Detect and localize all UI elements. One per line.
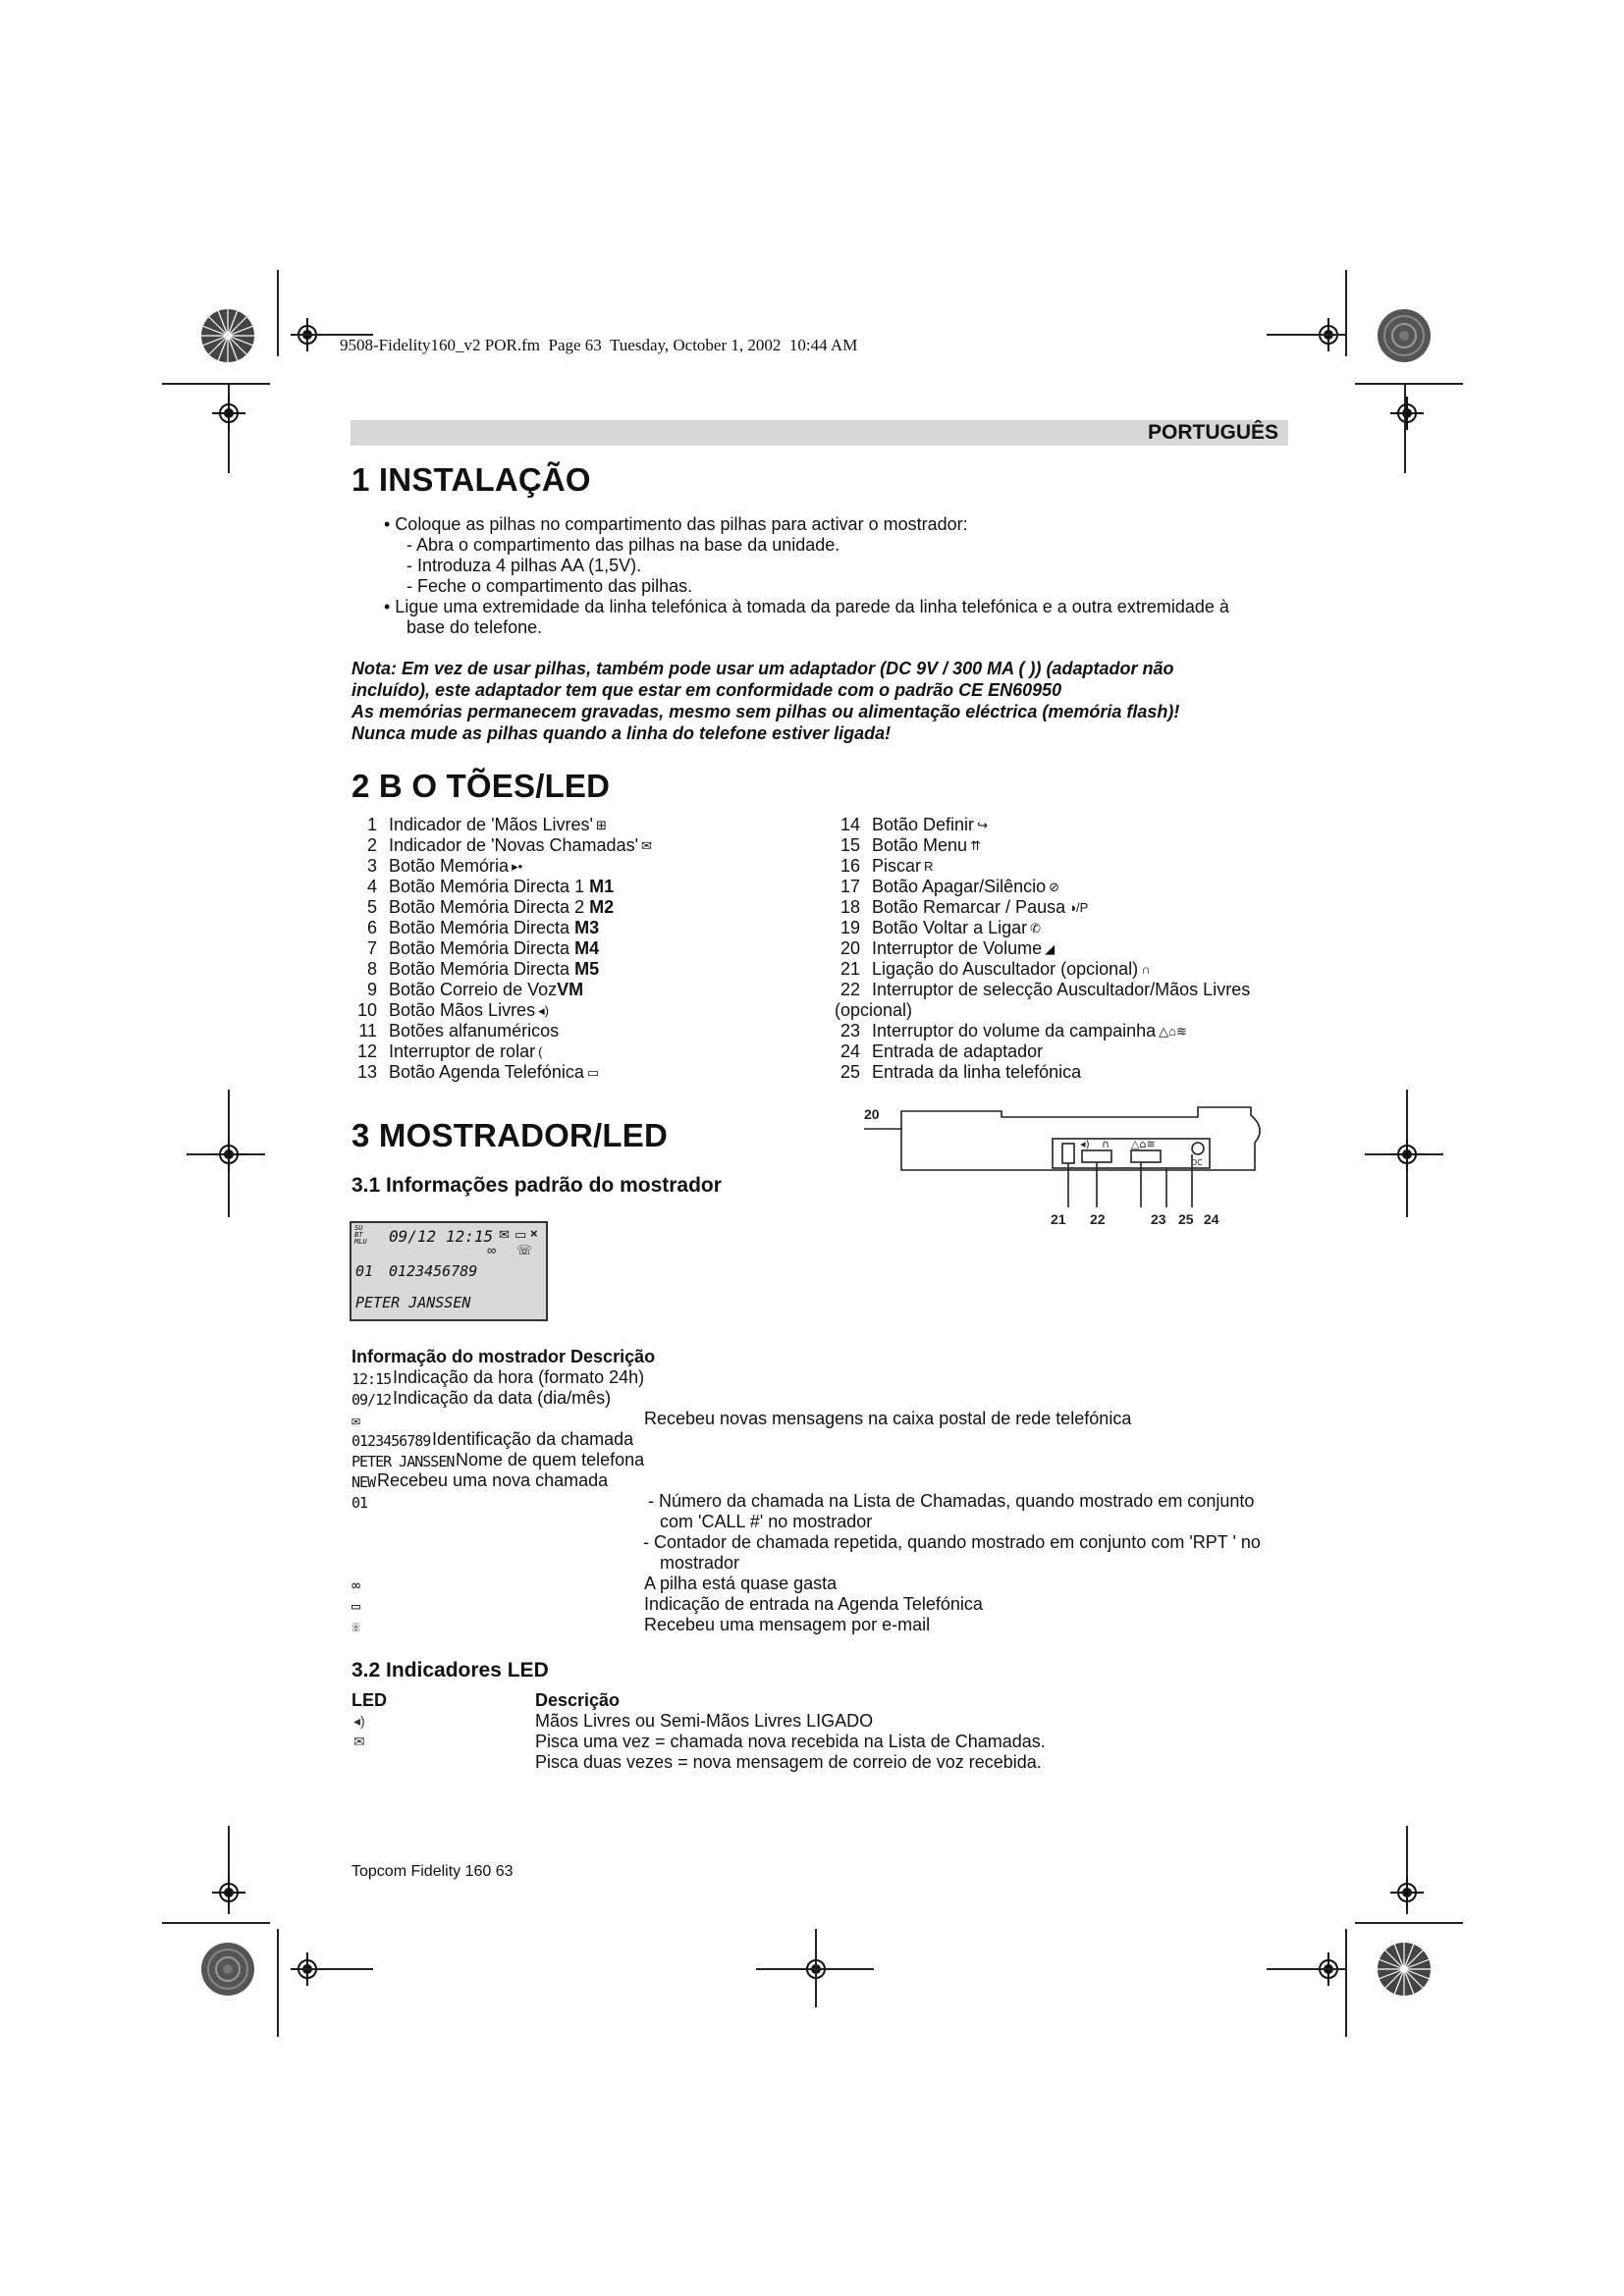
- display-indicator: 01: [352, 1494, 368, 1512]
- list-item: • Coloque as pilhas no compartimento das pilhas para activar o mostrador:: [384, 514, 968, 534]
- registration-mark-icon: [212, 1138, 245, 1171]
- display-indicator: 0123456789: [352, 1432, 431, 1450]
- item-number: 5: [366, 897, 377, 917]
- item-number: 2: [366, 835, 377, 855]
- button-icon: (: [538, 1044, 543, 1059]
- display-indicator: PETER JANSSEN: [352, 1453, 455, 1470]
- display-description: Identificação da chamada: [432, 1429, 634, 1449]
- registration-mark-icon: [1390, 1138, 1424, 1171]
- button-icon: ✉: [641, 838, 652, 853]
- item-number: 24: [839, 1041, 860, 1061]
- item-label: Interruptor de selecção Auscultador/Mãos Livres: [872, 980, 1251, 999]
- item-number: 20: [839, 938, 860, 958]
- display-description: Recebeu novas mensagens na caixa postal de rede telefónica: [644, 1409, 1132, 1428]
- item-label: Botão Memória Directa M3: [389, 918, 600, 937]
- item-label: Indicador de 'Novas Chamadas' ✉: [389, 835, 652, 855]
- item-label: Botão Apagar/Silêncio ⊘: [872, 877, 1060, 896]
- list-item: [352, 815, 813, 835]
- list-item: [835, 815, 1296, 835]
- note-line: incluído), este adaptador tem que estar em conformidade com o padrão CE EN60950: [352, 680, 1062, 700]
- item-label: Botão Memória Directa M4: [389, 938, 600, 958]
- list-item: [835, 938, 1296, 959]
- list-item: [835, 877, 1296, 897]
- item-label: Interruptor do volume da campainha △⌂≋: [872, 1021, 1187, 1041]
- bell-icon: △⌂≋: [1131, 1138, 1156, 1150]
- item-label: Botão Menu ⇈: [872, 835, 981, 855]
- email-icon: ☏: [516, 1243, 533, 1257]
- button-icon: ∩: [1141, 962, 1151, 977]
- registration-mark-icon: [1390, 397, 1424, 430]
- item-number: 23: [839, 1021, 860, 1041]
- section-title-buttons: 2 B O TÕES/LED: [352, 768, 611, 804]
- item-number: 1: [366, 815, 377, 834]
- button-icon: ▸•: [512, 859, 523, 874]
- diagram-label-24: 24: [1204, 1211, 1219, 1227]
- display-description: - Contador de chamada repetida, quando mostrado em conjunto com 'RPT ' no: [643, 1532, 1261, 1552]
- crop-marks: [815, 1929, 817, 2007]
- list-item: [352, 959, 813, 980]
- display-indicator: 09/12: [352, 1391, 392, 1409]
- sunburst-target-icon: [200, 1942, 255, 1997]
- lcd-display-illustration: [350, 1221, 548, 1321]
- list-item: [835, 835, 1296, 856]
- sunburst-target-icon: [1377, 1942, 1432, 1997]
- list-item: [835, 856, 1296, 877]
- item-label: Interruptor de Volume ◢: [872, 938, 1056, 958]
- button-icon: ✆: [1030, 921, 1042, 935]
- item-label: Interruptor de rolar (: [389, 1041, 543, 1061]
- display-description: A pilha está quase gasta: [644, 1574, 838, 1593]
- display-description: mostrador: [660, 1553, 740, 1573]
- info-table-header: Informação do mostrador Descrição: [352, 1347, 656, 1366]
- language-label: PORTUGUÊS: [1147, 421, 1278, 444]
- list-item: [352, 897, 813, 918]
- note-line: Nunca mude as pilhas quando a linha do telefone estiver ligada!: [352, 723, 892, 743]
- installation-note: [352, 658, 1294, 744]
- list-item: [352, 938, 813, 959]
- print-slug: 9508-Fidelity160_v2 POR.fm Page 63 Tuesday, October 1, 2002 10:44 AM: [340, 336, 858, 354]
- diagram-label-20: 20: [864, 1106, 880, 1122]
- list-item: [352, 877, 813, 897]
- button-icon: ◑/P: [1068, 900, 1089, 915]
- display-description: com 'CALL #' no mostrador: [660, 1512, 873, 1531]
- page-footer: Topcom Fidelity 160 63: [352, 1863, 514, 1880]
- crop-marks: [295, 1968, 373, 1970]
- display-indicator: ✉: [352, 1412, 360, 1429]
- list-item: [835, 959, 1296, 980]
- item-number: 4: [366, 877, 377, 896]
- list-item: [835, 1021, 1296, 1041]
- diagram-label-25: 25: [1178, 1211, 1194, 1227]
- button-icon: ⊘: [1049, 880, 1060, 894]
- item-label: Ligação do Auscultador (opcional) ∩: [872, 959, 1151, 979]
- subsection-title-led: 3.2 Indicadores LED: [352, 1659, 549, 1682]
- list-item: - Introduza 4 pilhas AA (1,5V).: [406, 556, 642, 575]
- registration-mark-icon: [1390, 1876, 1424, 1909]
- display-description: Nome de quem telefona: [456, 1450, 645, 1469]
- lcd-caller-name: PETER JANSSEN: [355, 1294, 471, 1311]
- list-item: [835, 918, 1296, 938]
- envelope-icon: ✉: [353, 1734, 365, 1749]
- display-indicator: ☏: [352, 1618, 360, 1635]
- item-label: (opcional): [835, 1000, 913, 1020]
- close-icon: ×: [530, 1226, 538, 1241]
- display-description: - Número da chamada na Lista de Chamadas, quando mostrado em conjunto: [648, 1491, 1255, 1511]
- display-description: Recebeu uma mensagem por e-mail: [644, 1615, 931, 1634]
- item-number: 3: [366, 856, 377, 876]
- button-icon: R: [924, 859, 934, 874]
- list-item: [835, 897, 1296, 918]
- base-unit-diagram: [854, 1099, 1286, 1237]
- display-indicator: ▭: [352, 1597, 360, 1615]
- phonebook-icon: ▭: [514, 1227, 527, 1242]
- list-item: [835, 1041, 1296, 1062]
- diagram-label-21: 21: [1051, 1211, 1066, 1227]
- item-label: Botão Memória Directa M5: [389, 959, 600, 979]
- item-label: Botão Correio de VozVM: [389, 980, 584, 999]
- registration-mark-icon: [212, 1876, 245, 1909]
- speaker-icon: ◂): [353, 1713, 365, 1729]
- item-number: 18: [839, 897, 860, 917]
- note-line: As memórias permanecem gravadas, mesmo sem pilhas ou alimentação eléctrica (memória flash)!: [352, 702, 1180, 721]
- crop-marks: [1267, 334, 1345, 336]
- lcd-phone-number: 0123456789: [389, 1262, 478, 1280]
- list-item: - Feche o compartimento das pilhas.: [406, 576, 693, 596]
- item-number: 21: [839, 959, 860, 979]
- item-label: Botão Memória ▸•: [389, 856, 523, 876]
- item-number: 12: [356, 1041, 377, 1061]
- item-number: 16: [839, 856, 860, 876]
- item-label: Indicador de 'Mãos Livres' ⊞: [389, 815, 607, 834]
- list-item: [352, 980, 813, 1000]
- list-item: [352, 918, 813, 938]
- item-number: 22: [839, 980, 860, 999]
- diagram-label-22: 22: [1090, 1211, 1106, 1227]
- buttons-list-right: [835, 815, 1296, 1083]
- item-number: 14: [839, 815, 860, 834]
- display-description: Indicação da data (dia/mês): [393, 1388, 612, 1408]
- dc-label: DC: [1191, 1158, 1203, 1167]
- item-number: 17: [839, 877, 860, 896]
- item-label: Botão Voltar a Ligar ✆: [872, 918, 1042, 937]
- item-label: Botão Remarcar / Pausa ◑/P: [872, 897, 1089, 917]
- led-col-header: LED: [352, 1690, 387, 1710]
- list-item: [352, 1041, 813, 1062]
- button-icon: ⇈: [970, 838, 981, 853]
- lcd-time: 12:15: [446, 1227, 494, 1246]
- item-number: 15: [839, 835, 860, 855]
- list-item: [352, 1000, 813, 1021]
- item-label: Botões alfanuméricos: [389, 1021, 560, 1041]
- item-number: 8: [366, 959, 377, 979]
- item-number: 19: [839, 918, 860, 937]
- list-item: - Abra o compartimento das pilhas na base da unidade.: [406, 535, 840, 555]
- item-label: Botão Agenda Telefónica ▭: [389, 1062, 600, 1082]
- led-description: Pisca duas vezes = nova mensagem de correio de voz recebida.: [535, 1752, 1042, 1772]
- item-label: Entrada de adaptador: [872, 1041, 1044, 1061]
- led-description: Mãos Livres ou Semi-Mãos Livres LIGADO: [535, 1711, 874, 1731]
- list-item: [835, 1000, 1296, 1021]
- button-icon: ◢: [1045, 941, 1056, 956]
- item-label: Entrada da linha telefónica: [872, 1062, 1082, 1082]
- item-label: Botão Definir ↪: [872, 815, 988, 834]
- item-number: 25: [839, 1062, 860, 1082]
- item-label: Botão Memória Directa 2 M2: [389, 897, 615, 917]
- subsection-title-display-info: 3.1 Informações padrão do mostrador: [352, 1174, 722, 1197]
- list-item: [835, 980, 1296, 1000]
- sunburst-target-icon: [1377, 308, 1432, 363]
- diagram-label-23: 23: [1151, 1211, 1166, 1227]
- display-indicator: NEW: [352, 1473, 376, 1491]
- headset-icon: ∩: [1102, 1138, 1110, 1150]
- note-line: Nota: Em vez de usar pilhas, também pode usar um adaptador (DC 9V / 300 MA ( )) (adaptador não: [352, 659, 1174, 678]
- item-number: 7: [366, 938, 377, 958]
- battery-low-icon: ∞: [487, 1243, 497, 1257]
- list-item: base do telefone.: [406, 617, 543, 637]
- display-description: Recebeu uma nova chamada: [377, 1470, 609, 1490]
- list-item: [352, 1021, 813, 1041]
- buttons-list-left: [352, 815, 813, 1083]
- button-icon: △⌂≋: [1159, 1024, 1187, 1039]
- item-number: 13: [356, 1062, 377, 1082]
- button-icon: ⊞: [595, 818, 607, 832]
- list-item: • Ligue uma extremidade da linha telefónica à tomada da parede da linha telefónica e a outra extremidade à: [384, 597, 1229, 616]
- section-title-installation: 1 INSTALAÇÃO: [352, 461, 591, 498]
- list-item: [352, 856, 813, 877]
- display-indicator: 12:15: [352, 1370, 392, 1388]
- language-bar: [351, 420, 1288, 446]
- item-label: Botão Memória Directa 1 M1: [389, 877, 615, 896]
- button-icon: ▭: [586, 1065, 600, 1080]
- item-number: 9: [366, 980, 377, 999]
- speaker-icon: ◂): [1080, 1138, 1090, 1150]
- button-icon: ↪: [977, 818, 988, 832]
- item-number: 10: [356, 1000, 377, 1020]
- list-item: [835, 1062, 1296, 1083]
- lcd-status-labels: SU BT MLU: [354, 1224, 367, 1246]
- lcd-date: 09/12: [389, 1227, 437, 1246]
- lcd-call-number: 01: [355, 1262, 374, 1280]
- list-item: [352, 1062, 813, 1083]
- registration-mark-icon: [212, 397, 245, 430]
- item-label: Piscar R: [872, 856, 934, 876]
- item-label: Botão Mãos Livres ◂): [389, 1000, 549, 1020]
- display-description: Indicação de entrada na Agenda Telefónica: [644, 1594, 983, 1614]
- list-item: [352, 835, 813, 856]
- item-number: 11: [358, 1021, 377, 1041]
- display-description: Indicação da hora (formato 24h): [393, 1367, 645, 1387]
- envelope-icon: ✉: [499, 1227, 510, 1242]
- crop-marks: [1267, 1968, 1345, 1970]
- button-icon: ◂): [538, 1003, 549, 1018]
- led-description: Pisca uma vez = chamada nova recebida na Lista de Chamadas.: [535, 1732, 1046, 1751]
- display-indicator: ∞: [352, 1576, 360, 1594]
- led-desc-header: Descrição: [535, 1690, 621, 1710]
- item-number: 6: [366, 918, 377, 937]
- sunburst-target-icon: [200, 308, 255, 363]
- section-title-display: 3 MOSTRADOR/LED: [352, 1117, 669, 1153]
